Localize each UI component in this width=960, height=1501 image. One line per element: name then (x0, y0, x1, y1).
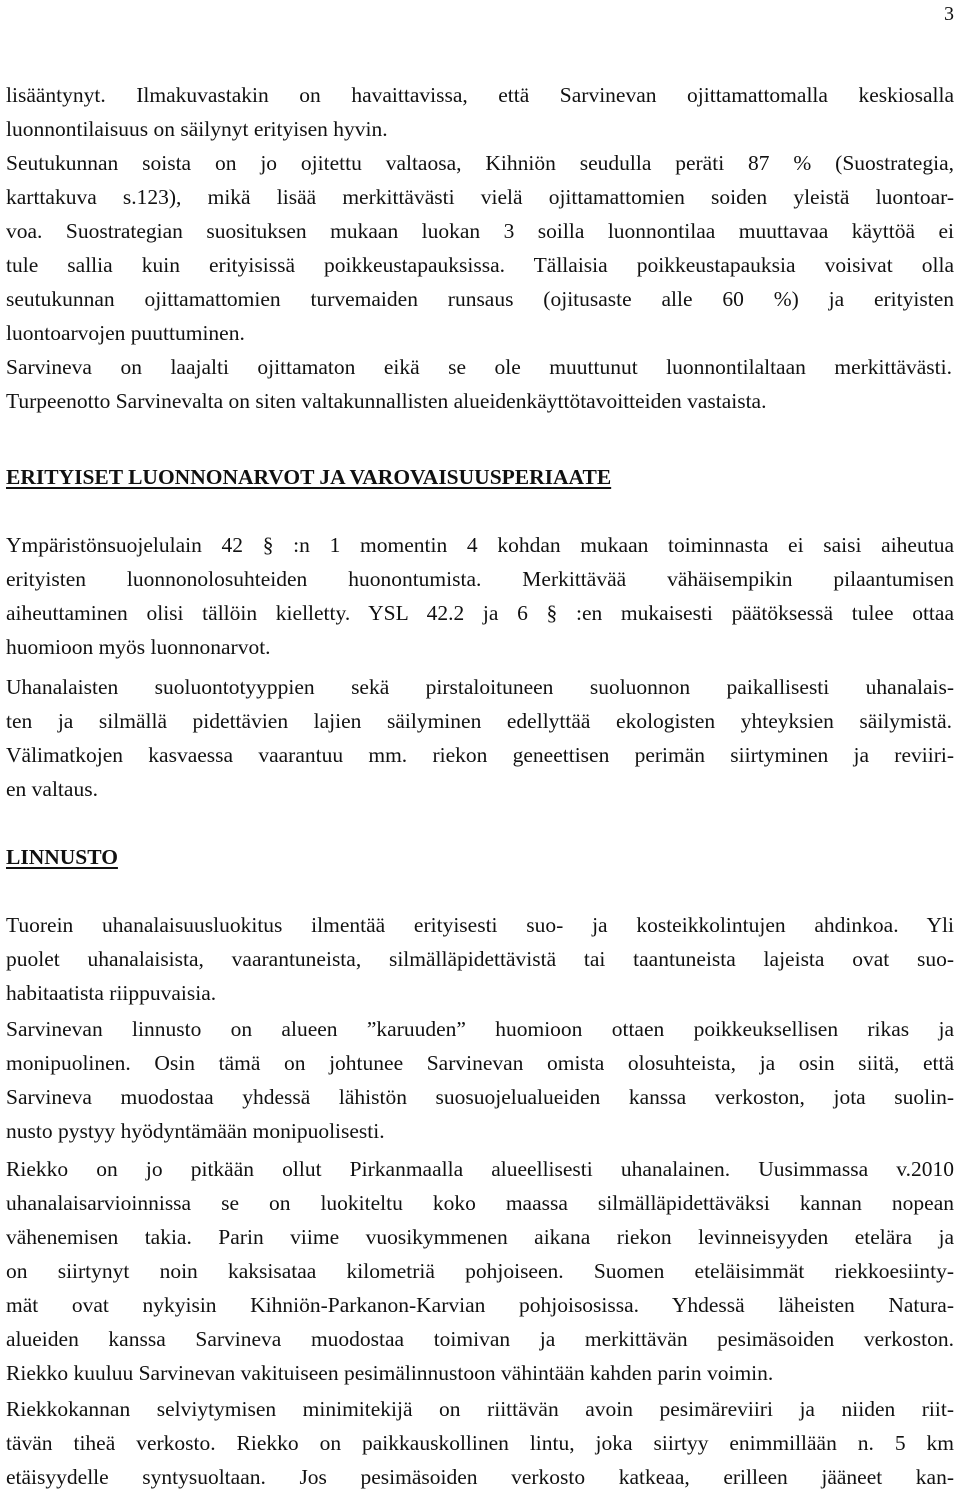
paragraph-line: erityisten luonnonolosuhteiden huonontumista. Merkittävää vähäisempikin pilaantumisen (6, 567, 954, 591)
paragraph-line: nusto pystyy hyödyntämään monipuolisesti. (6, 1119, 385, 1143)
paragraph-line: huomioon myös luonnonarvot. (6, 635, 271, 659)
paragraph-line: karttakuva s.123), mikä lisää merkittävästi vielä ojittamattomien soiden yleistä luontoar- (6, 185, 954, 209)
paragraph-line: seutukunnan ojittamattomien turvemaiden runsaus (ojitusaste alle 60 %) ja erityisten (6, 287, 954, 311)
paragraph-line: Riekko kuuluu Sarvinevan vakituiseen pesimälinnustoon vähintään kahden parin voimin. (6, 1361, 774, 1385)
paragraph-line: on siirtynyt noin kaksisataa kilometriä pohjoiseen. Suomen eteläisimmät riekkoesiinty- (6, 1259, 954, 1283)
paragraph-line: Riekko on jo pitkään ollut Pirkanmaalla alueellisesti uhanalainen. Uusimmassa v.2010 (6, 1157, 954, 1181)
paragraph-line: Turpeenotto Sarvinevalta on siten valtakunnallisten alueidenkäyttötavoitteiden vastaista. (6, 389, 767, 413)
paragraph-line: uhanalaisarvioinnissa se on luokiteltu koko maassa silmälläpidettäväksi kannan nopean (6, 1191, 954, 1215)
paragraph-line: alueiden kanssa Sarvineva muodostaa toimivan ja merkittävän pesimäsoiden verkoston. (6, 1327, 954, 1351)
paragraph-line: ten ja silmällä pidettävien lajien säilyminen edellyttää ekologisten yhteyksien säilymistä. (6, 709, 952, 733)
paragraph-line: Ympäristönsuojelulain 42 § :n 1 momentin 4 kohdan mukaan toiminnasta ei saisi aiheutua (6, 533, 954, 557)
paragraph-line: luontoarvojen puuttuminen. (6, 321, 245, 345)
paragraph-line: Tuorein uhanalaisuusluokitus ilmentää erityisesti suo- ja kosteikkolintujen ahdinkoa. Yli (6, 913, 954, 937)
section-heading: ERITYISET LUONNONARVOT JA VAROVAISUUSPERIAATE (6, 465, 612, 489)
paragraph-line: puolet uhanalaisista, vaarantuneista, silmälläpidettävistä tai taantuneista lajeista ovat suo- (6, 947, 954, 971)
paragraph-line: voa. Suostrategian suosituksen mukaan luokan 3 soilla luonnontilaa muuttavaa käyttöä ei (6, 219, 954, 243)
paragraph-line: Uhanalaisten suoluontotyyppien sekä pirstaloituneen suoluonnon paikallisesti uhanalais- (6, 675, 954, 699)
paragraph-line: etäisyydelle syntysuoltaan. Jos pesimäsoiden verkosto katkeaa, erilleen jääneet kan- (6, 1465, 954, 1489)
paragraph-line: tävän tiheä verkosto. Riekko on paikkauskollinen lintu, joka siirtyy enimmillään n. 5 km (6, 1431, 954, 1455)
paragraph-line: monipuolinen. Osin tämä on johtunee Sarvinevan omista olosuhteista, ja osin siitä, että (6, 1051, 954, 1075)
paragraph-line: Välimatkojen kasvaessa vaarantuu mm. riekon geneettisen perimän siirtyminen ja reviiri- (6, 743, 954, 767)
section-heading: LINNUSTO (6, 845, 118, 869)
paragraph-line: aiheuttaminen olisi tällöin kielletty. YSL 42.2 ja 6 § :en mukaisesti päätöksessä tulee ottaa (6, 601, 954, 625)
paragraph-line: habitaatista riippuvaisia. (6, 981, 217, 1005)
paragraph-line: en valtaus. (6, 777, 98, 801)
paragraph-line: Riekkokannan selviytymisen minimitekijä on riittävän avoin pesimäreviiri ja niiden riit- (6, 1397, 954, 1421)
paragraph-line: tule sallia kuin erityisissä poikkeustapauksissa. Tällaisia poikkeustapauksia voisivat olla (6, 253, 954, 277)
page-number: 3 (944, 3, 954, 25)
paragraph-line: Seutukunnan soista on jo ojitettu valtaosa, Kihniön seudulla peräti 87 % (Suostrategia, (6, 151, 954, 175)
paragraph-line: Sarvineva on laajalti ojittamaton eikä se ole muuttunut luonnontilaltaan merkittävästi. (6, 355, 952, 379)
paragraph-line: luonnontilaisuus on säilynyt erityisen hyvin. (6, 117, 388, 141)
paragraph-line: mät ovat nykyisin Kihniön-Parkanon-Karvian pohjoisosissa. Yhdessä läheisten Natura- (6, 1293, 954, 1317)
paragraph-line: Sarvinevan linnusto on alueen ”karuuden” huomioon ottaen poikkeuksellisen rikas ja (6, 1017, 954, 1041)
paragraph-line: Sarvineva muodostaa yhdessä lähistön suosuojelualueiden kanssa verkoston, jota suolin- (6, 1085, 954, 1109)
paragraph-line: lisääntynyt. Ilmakuvastakin on havaittavissa, että Sarvinevan ojittamattomalla keskiosalla (6, 83, 954, 107)
paragraph-line: vähenemisen takia. Parin viime vuosikymmenen aikana riekon levinneisyyden etelära ja (6, 1225, 954, 1249)
